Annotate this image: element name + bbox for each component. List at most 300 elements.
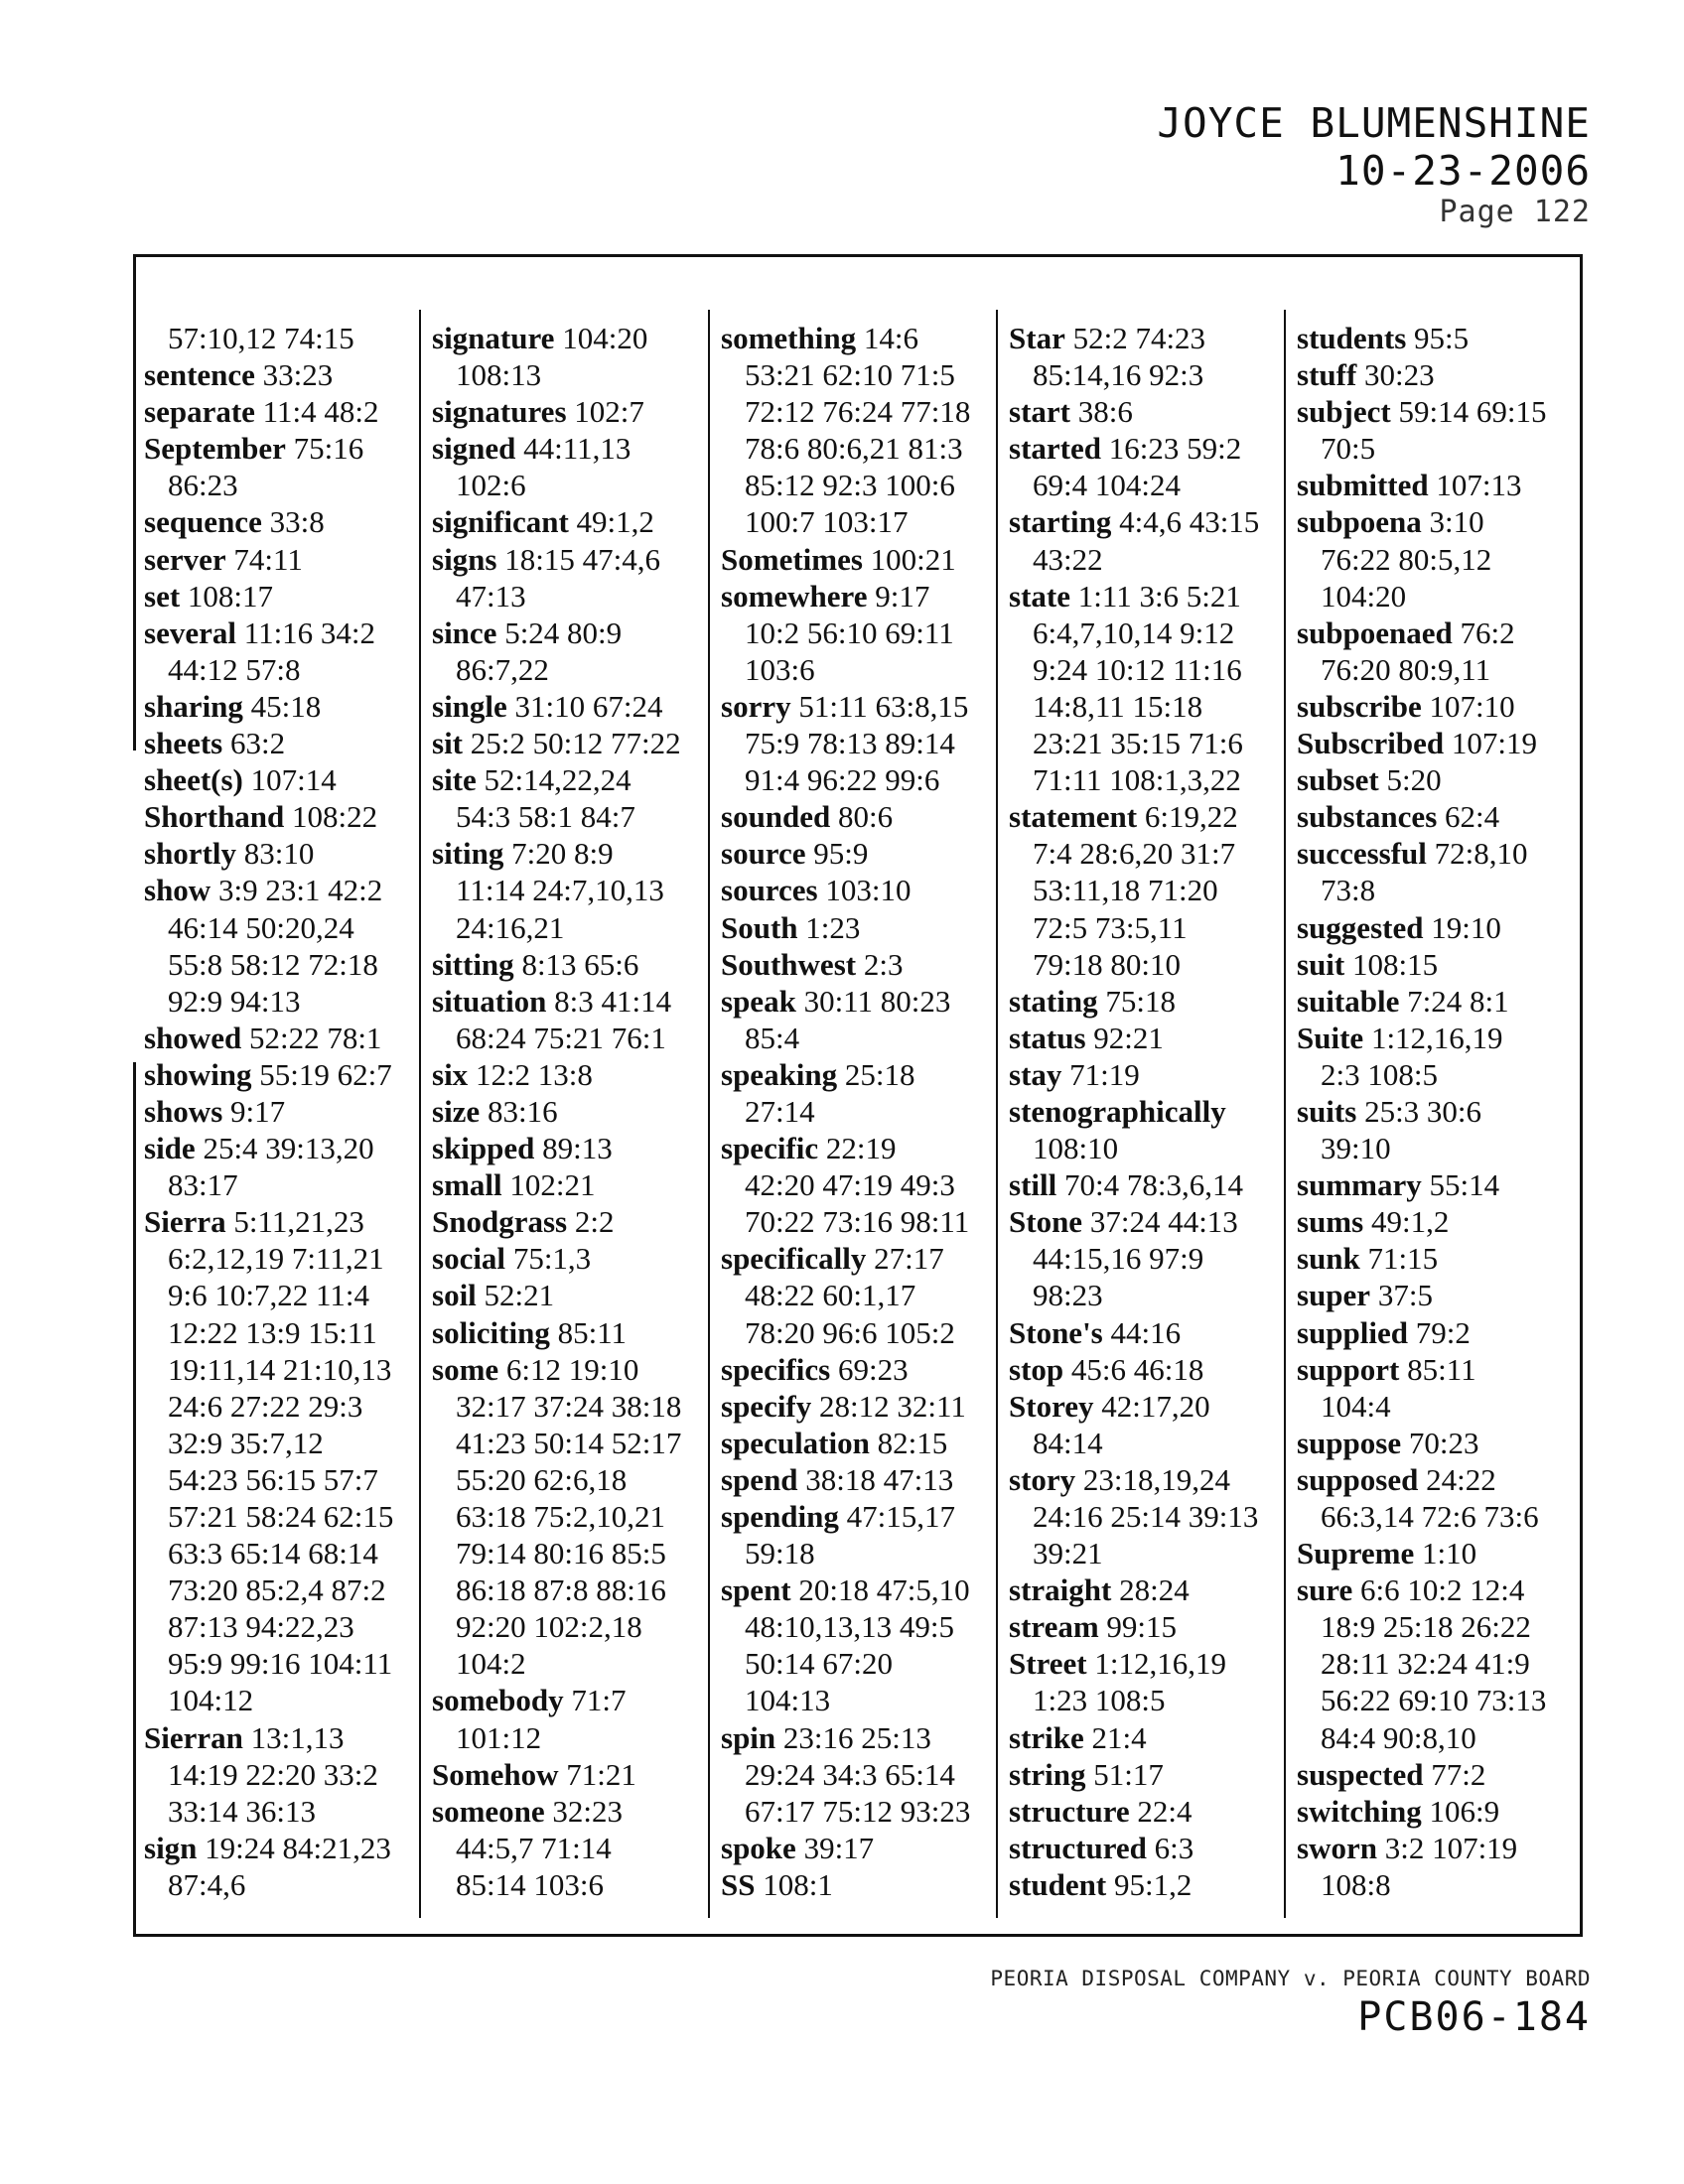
- index-entry: [1009, 1608, 1292, 1645]
- index-term: status: [1009, 1020, 1086, 1055]
- index-continuation-line: [721, 761, 1004, 798]
- index-term: suppose: [1297, 1425, 1402, 1460]
- index-continuation-line: [721, 1166, 1004, 1203]
- index-term: since: [432, 614, 497, 650]
- index-continuation-line: [1297, 1130, 1580, 1166]
- index-term: subset: [1297, 762, 1379, 798]
- page-line-refs: 98:23: [1033, 1278, 1103, 1313]
- page-line-refs: 9:24 10:12 11:16: [1033, 651, 1242, 687]
- page-line-refs: 1:23 108:5: [1033, 1683, 1166, 1718]
- page-line-refs: 67:17 75:12 93:23: [745, 1793, 971, 1829]
- index-continuation-line: [1297, 872, 1580, 908]
- page-line-refs: 48:10,13,13 49:5: [745, 1609, 954, 1645]
- index-term: set: [144, 578, 181, 614]
- page-line-refs: 19:24 84:21,23: [197, 1830, 391, 1865]
- index-term: signs: [432, 541, 497, 577]
- page-line-refs: 49:1,2: [568, 504, 654, 540]
- index-term: siting: [432, 836, 504, 872]
- page-line-refs: 68:24 75:21 76:1: [456, 1020, 666, 1055]
- page-line-refs: 4:4,6 43:15: [1111, 504, 1260, 540]
- page-line-refs: 108:22: [284, 799, 378, 835]
- index-continuation-line: [1297, 1866, 1580, 1903]
- index-term: situation: [432, 983, 547, 1019]
- page-line-refs: 55:14: [1421, 1167, 1500, 1203]
- index-entry: [1297, 983, 1580, 1020]
- page-line-refs: 89:13: [534, 1131, 613, 1166]
- page-line-refs: 73:20 85:2,4 87:2: [168, 1572, 386, 1608]
- index-entry: [144, 578, 427, 614]
- page-line-refs: 108:13: [456, 357, 542, 393]
- page-line-refs: 79:2: [1408, 1314, 1471, 1350]
- index-continuation-line: [1009, 356, 1292, 393]
- page-line-refs: 104:20: [1321, 578, 1407, 614]
- index-entry: [144, 1719, 427, 1756]
- index-term: several: [144, 614, 236, 650]
- page-line-refs: 1:11 3:6 5:21: [1069, 578, 1241, 614]
- page-line-refs: 75:16: [285, 431, 364, 467]
- index-continuation-line: [144, 651, 427, 688]
- index-continuation-line: [1009, 725, 1292, 761]
- index-column-4: [1009, 320, 1292, 1903]
- index-term: Suite: [1297, 1020, 1364, 1055]
- index-term: significant: [432, 504, 569, 540]
- index-term: stay: [1009, 1056, 1062, 1092]
- index-entry: [1297, 1020, 1580, 1056]
- index-entry: [432, 1203, 715, 1240]
- page-line-refs: 3:2 107:19: [1376, 1830, 1518, 1865]
- index-entry: [144, 1130, 427, 1166]
- index-continuation-line: [721, 1277, 1004, 1313]
- index-term: sources: [721, 873, 818, 908]
- index-term: showing: [144, 1056, 252, 1092]
- index-term: source: [721, 836, 806, 872]
- page-line-refs: 12:2 13:8: [468, 1056, 593, 1092]
- page-line-refs: 100:21: [862, 541, 956, 577]
- index-term: Storey: [1009, 1388, 1094, 1424]
- index-term: switching: [1297, 1793, 1422, 1829]
- index-term: soil: [432, 1278, 477, 1313]
- page-line-refs: 2:3: [856, 946, 904, 982]
- index-continuation-line: [721, 1203, 1004, 1240]
- index-entry: [144, 835, 427, 872]
- page-line-refs: 52:22 78:1: [241, 1020, 382, 1055]
- index-continuation-line: [432, 1571, 715, 1608]
- index-continuation-line: [1009, 872, 1292, 908]
- index-continuation-line: [144, 1571, 427, 1608]
- index-entry: [1297, 798, 1580, 835]
- index-term: story: [1009, 1461, 1076, 1497]
- page-line-refs: 102:6: [456, 468, 526, 503]
- index-continuation-line: [1009, 946, 1292, 983]
- page-line-refs: 75:18: [1097, 983, 1176, 1019]
- frame-left-rule-bottom: [133, 1062, 136, 1937]
- page-line-refs: 37:5: [1370, 1278, 1433, 1313]
- index-entry: [721, 909, 1004, 946]
- index-continuation-line: [721, 467, 1004, 503]
- index-entry: [1297, 503, 1580, 540]
- page-line-refs: 9:17: [867, 578, 930, 614]
- page-line-refs: 55:20 62:6,18: [456, 1461, 628, 1497]
- page-line-refs: 24:16,21: [456, 909, 565, 945]
- deponent-name: JOYCE BLUMENSHINE: [1157, 99, 1591, 147]
- index-term: South: [721, 909, 798, 945]
- index-entry: [721, 1056, 1004, 1093]
- index-term: successful: [1297, 836, 1427, 872]
- index-entry: [432, 430, 715, 467]
- page-line-refs: 86:18 87:8 88:16: [456, 1572, 666, 1608]
- index-continuation-line: [144, 1756, 427, 1793]
- index-continuation-line: [144, 1314, 427, 1351]
- index-term: somebody: [432, 1683, 564, 1718]
- page-line-refs: 85:14,16 92:3: [1033, 357, 1204, 393]
- page-line-refs: 73:8: [1321, 873, 1376, 908]
- index-entry: [1297, 467, 1580, 503]
- index-entry: [432, 1166, 715, 1203]
- page-line-refs: 5:24 80:9: [496, 614, 623, 650]
- index-entry: [432, 393, 715, 430]
- index-entry: [721, 1425, 1004, 1461]
- index-entry: [1009, 1461, 1292, 1498]
- index-continuation-line: [144, 1682, 427, 1718]
- index-term: sure: [1297, 1572, 1353, 1608]
- page-line-refs: 78:6 80:6,21 81:3: [745, 431, 963, 467]
- page-line-refs: 33:14 36:13: [168, 1793, 316, 1829]
- index-term: subject: [1297, 394, 1391, 430]
- index-term: Subscribed: [1297, 726, 1445, 761]
- index-entry: [721, 1830, 1004, 1866]
- index-continuation-line: [432, 909, 715, 946]
- index-entry: [432, 1351, 715, 1388]
- index-term: sworn: [1297, 1830, 1377, 1865]
- page-line-refs: 101:12: [456, 1719, 542, 1755]
- page-line-refs: 66:3,14 72:6 73:6: [1321, 1499, 1539, 1534]
- index-entry: [432, 1093, 715, 1130]
- page-line-refs: 71:7: [563, 1683, 627, 1718]
- index-continuation-line: [1297, 1645, 1580, 1682]
- index-term: strike: [1009, 1719, 1084, 1755]
- page-line-refs: 1:12,16,19: [1363, 1020, 1503, 1055]
- index-entry: [1009, 1645, 1292, 1682]
- index-entry: [144, 1203, 427, 1240]
- index-term: spent: [721, 1572, 791, 1608]
- page-line-refs: 75:9 78:13 89:14: [745, 726, 955, 761]
- page-line-refs: 72:12 76:24 77:18: [745, 394, 971, 430]
- index-continuation-line: [144, 320, 427, 356]
- index-continuation-line: [721, 430, 1004, 467]
- index-term: spending: [721, 1499, 839, 1534]
- page-line-refs: 6:12 19:10: [498, 1351, 639, 1387]
- index-entry: [1297, 393, 1580, 430]
- page-line-refs: 44:15,16 97:9: [1033, 1241, 1204, 1277]
- page-line-refs: 19:10: [1423, 909, 1501, 945]
- page-line-refs: 25:2 50:12 77:22: [463, 726, 681, 761]
- page-line-refs: 47:13: [456, 578, 526, 614]
- index-entry: [432, 1130, 715, 1166]
- page-line-refs: 95:9: [805, 836, 869, 872]
- index-entry: [432, 835, 715, 872]
- page-line-refs: 7:4 28:6,20 31:7: [1033, 836, 1236, 872]
- index-term: Stone's: [1009, 1314, 1103, 1350]
- page-line-refs: 104:13: [745, 1683, 831, 1718]
- index-continuation-line: [1297, 651, 1580, 688]
- page-line-refs: 107:14: [242, 762, 337, 798]
- page-line-refs: 14:8,11 15:18: [1033, 688, 1203, 724]
- index-term: spin: [721, 1719, 776, 1755]
- page-line-refs: 85:12 92:3 100:6: [745, 468, 955, 503]
- index-continuation-line: [144, 909, 427, 946]
- page-line-refs: 55:8 58:12 72:18: [168, 946, 378, 982]
- page-line-refs: 107:10: [1421, 688, 1515, 724]
- page-line-refs: 1:23: [797, 909, 861, 945]
- page-line-refs: 33:23: [254, 357, 334, 393]
- page-line-refs: 28:11 32:24 41:9: [1321, 1646, 1530, 1682]
- page-line-refs: 23:18,19,24: [1075, 1461, 1231, 1497]
- index-term: small: [432, 1167, 502, 1203]
- page-line-refs: 30:11 80:23: [795, 983, 951, 1019]
- index-continuation-line: [1009, 1425, 1292, 1461]
- index-term: state: [1009, 578, 1070, 614]
- index-continuation-line: [432, 651, 715, 688]
- index-entry: [432, 725, 715, 761]
- index-entry: [144, 356, 427, 393]
- index-term: straight: [1009, 1572, 1112, 1608]
- page-line-refs: 95:9 99:16 104:11: [168, 1646, 393, 1682]
- page-line-refs: 77:2: [1423, 1756, 1486, 1792]
- index-continuation-line: [721, 614, 1004, 651]
- page-line-refs: 20:18 47:5,10: [790, 1572, 970, 1608]
- index-continuation-line: [432, 1719, 715, 1756]
- index-continuation-line: [721, 1682, 1004, 1718]
- index-continuation-line: [432, 356, 715, 393]
- index-term: structure: [1009, 1793, 1130, 1829]
- index-entry: [721, 798, 1004, 835]
- page-line-refs: 95:5: [1406, 321, 1470, 355]
- index-continuation-line: [1009, 835, 1292, 872]
- page-line-refs: 95:1,2: [1106, 1866, 1193, 1902]
- index-entry: [432, 503, 715, 540]
- index-entry: [1297, 725, 1580, 761]
- index-continuation-line: [1009, 688, 1292, 725]
- index-term: show: [144, 873, 211, 908]
- index-entry: [1009, 320, 1292, 356]
- index-term: still: [1009, 1167, 1057, 1203]
- index-term: submitted: [1297, 468, 1429, 503]
- index-entry: [1297, 356, 1580, 393]
- page-line-refs: 102:21: [501, 1167, 596, 1203]
- page-line-refs: 56:22 69:10 73:13: [1321, 1683, 1547, 1718]
- page-line-refs: 6:6 10:2 12:4: [1352, 1572, 1525, 1608]
- index-term: specifics: [721, 1351, 831, 1387]
- index-continuation-line: [144, 1425, 427, 1461]
- index-continuation-line: [721, 725, 1004, 761]
- index-term: specifically: [721, 1241, 867, 1277]
- page-line-refs: 6:19,22: [1137, 799, 1238, 835]
- index-term: showed: [144, 1020, 242, 1055]
- index-entry: [1297, 1830, 1580, 1866]
- index-entry: [432, 614, 715, 651]
- index-term: Sometimes: [721, 541, 863, 577]
- index-entry: [1009, 1830, 1292, 1866]
- index-continuation-line: [1009, 761, 1292, 798]
- page-line-refs: 25:4 39:13,20: [195, 1131, 374, 1166]
- page-line-refs: 45:6 46:18: [1063, 1351, 1204, 1387]
- page-line-refs: 80:6: [830, 799, 894, 835]
- index-entry: [1009, 1388, 1292, 1425]
- index-entry: [721, 1130, 1004, 1166]
- page-line-refs: 9:17: [222, 1093, 286, 1129]
- index-continuation-line: [721, 503, 1004, 540]
- index-continuation-line: [144, 1388, 427, 1425]
- index-term: shows: [144, 1093, 223, 1129]
- page-line-refs: 52:14,22,24: [476, 762, 632, 798]
- index-continuation-line: [144, 1461, 427, 1498]
- index-entry: [1297, 614, 1580, 651]
- index-entry: [1297, 1425, 1580, 1461]
- page-line-refs: 69:23: [830, 1351, 909, 1387]
- page-line-refs: 46:14 50:20,24: [168, 909, 354, 945]
- index-term: suspected: [1297, 1756, 1424, 1792]
- page-line-refs: 45:18: [242, 688, 322, 724]
- index-term: structured: [1009, 1830, 1147, 1865]
- page-line-refs: 29:24 34:3 65:14: [745, 1756, 955, 1792]
- page-line-refs: 11:4 48:2: [254, 394, 379, 430]
- index-entry: [1297, 1535, 1580, 1571]
- index-entry: [1297, 1756, 1580, 1793]
- index-entry: [1297, 835, 1580, 872]
- page-line-refs: 104:2: [456, 1646, 526, 1682]
- index-continuation-line: [432, 1608, 715, 1645]
- index-continuation-line: [144, 983, 427, 1020]
- page-line-refs: 71:11 108:1,3,22: [1033, 762, 1241, 798]
- index-continuation-line: [1009, 651, 1292, 688]
- index-continuation-line: [1297, 1498, 1580, 1535]
- index-term: sitting: [432, 946, 514, 982]
- page-line-refs: 59:14 69:15: [1390, 394, 1547, 430]
- index-entry: [721, 1719, 1004, 1756]
- page-line-refs: 57:21 58:24 62:15: [168, 1499, 394, 1534]
- page-line-refs: 51:17: [1085, 1756, 1164, 1792]
- index-term: sentence: [144, 357, 255, 393]
- index-term: support: [1297, 1351, 1400, 1387]
- page-line-refs: 54:3 58:1 84:7: [456, 799, 635, 835]
- page-line-refs: 12:22 13:9 15:11: [168, 1314, 377, 1350]
- index-continuation-line: [432, 1498, 715, 1535]
- index-continuation-line: [1009, 1130, 1292, 1166]
- page-line-refs: 63:2: [222, 726, 286, 761]
- index-entry: [1297, 1314, 1580, 1351]
- index-entry: [721, 1498, 1004, 1535]
- index-continuation-line: [144, 1166, 427, 1203]
- page-line-refs: 75:1,3: [505, 1241, 592, 1277]
- page-line-refs: 19:11,14 21:10,13: [168, 1351, 392, 1387]
- index-entry: [721, 946, 1004, 983]
- index-entry: [1009, 983, 1292, 1020]
- index-continuation-line: [721, 1608, 1004, 1645]
- index-continuation-line: [1297, 1682, 1580, 1718]
- page-line-refs: 3:9 23:1 42:2: [210, 873, 383, 908]
- index-continuation-line: [144, 1645, 427, 1682]
- index-entry: [1009, 1093, 1292, 1130]
- index-term: sunk: [1297, 1241, 1360, 1277]
- page-line-refs: 38:6: [1069, 394, 1133, 430]
- page-line-refs: 44:12 57:8: [168, 651, 301, 687]
- index-term: started: [1009, 431, 1101, 467]
- index-entry: [144, 725, 427, 761]
- page-line-refs: 53:21 62:10 71:5: [745, 357, 955, 393]
- index-term: some: [432, 1351, 499, 1387]
- index-entry: [144, 688, 427, 725]
- index-entry: [144, 761, 427, 798]
- page-line-refs: 38:18 47:13: [797, 1461, 954, 1497]
- index-entry: [1009, 503, 1292, 540]
- page-line-refs: 22:4: [1129, 1793, 1193, 1829]
- index-term: Stone: [1009, 1204, 1083, 1240]
- index-continuation-line: [144, 1240, 427, 1277]
- index-continuation-line: [1009, 1240, 1292, 1277]
- page-line-refs: 2:2: [567, 1204, 615, 1240]
- index-term: sign: [144, 1830, 198, 1865]
- index-entry: [1297, 1203, 1580, 1240]
- index-continuation-line: [144, 1793, 427, 1830]
- index-entry: [1009, 1793, 1292, 1830]
- index-term: single: [432, 688, 507, 724]
- page-line-refs: 23:21 35:15 71:6: [1033, 726, 1243, 761]
- page-line-refs: 3:10: [1421, 504, 1484, 540]
- page-line-refs: 84:14: [1033, 1425, 1103, 1460]
- page-line-refs: 83:17: [168, 1167, 238, 1203]
- index-continuation-line: [144, 467, 427, 503]
- page-line-refs: 14:19 22:20 33:2: [168, 1756, 378, 1792]
- page-header: [1157, 99, 1591, 230]
- page-line-refs: 76:2: [1452, 614, 1515, 650]
- index-continuation-line: [432, 1425, 715, 1461]
- index-entry: [432, 983, 715, 1020]
- index-term: sheet(s): [144, 762, 243, 798]
- page-line-refs: 5:11,21,23: [225, 1204, 364, 1240]
- index-continuation-line: [1009, 1277, 1292, 1313]
- index-term: substances: [1297, 799, 1438, 835]
- index-term: sorry: [721, 688, 791, 724]
- page-line-refs: 18:15 47:4,6: [496, 541, 660, 577]
- index-term: string: [1009, 1756, 1086, 1792]
- index-entry: [1297, 1093, 1580, 1130]
- page-line-refs: 91:4 96:22 99:6: [745, 762, 940, 798]
- page-line-refs: 44:5,7 71:14: [456, 1830, 612, 1865]
- index-entry: [721, 1866, 1004, 1903]
- page-line-refs: 9:6 10:7,22 11:4: [168, 1278, 369, 1313]
- index-entry: [1297, 320, 1580, 356]
- index-column-5: [1297, 320, 1580, 1903]
- index-continuation-line: [1297, 1608, 1580, 1645]
- index-entry: [1297, 1277, 1580, 1313]
- page-line-refs: 100:7 103:17: [745, 504, 909, 540]
- index-term: super: [1297, 1278, 1371, 1313]
- page-line-refs: 24:22: [1418, 1461, 1496, 1497]
- page-line-refs: 54:23 56:15 57:7: [168, 1461, 378, 1497]
- index-entry: [1009, 1351, 1292, 1388]
- index-entry: [432, 320, 715, 356]
- index-entry: [1009, 1020, 1292, 1056]
- page-line-refs: 57:10,12 74:15: [168, 321, 354, 355]
- index-continuation-line: [432, 1535, 715, 1571]
- page-line-refs: 14:6: [856, 321, 918, 355]
- index-continuation-line: [144, 1498, 427, 1535]
- page-line-refs: 52:2 74:23: [1064, 321, 1206, 355]
- index-continuation-line: [1297, 1388, 1580, 1425]
- index-entry: [1009, 1571, 1292, 1608]
- page-line-refs: 32:9 35:7,12: [168, 1425, 324, 1460]
- index-term: subpoenaed: [1297, 614, 1453, 650]
